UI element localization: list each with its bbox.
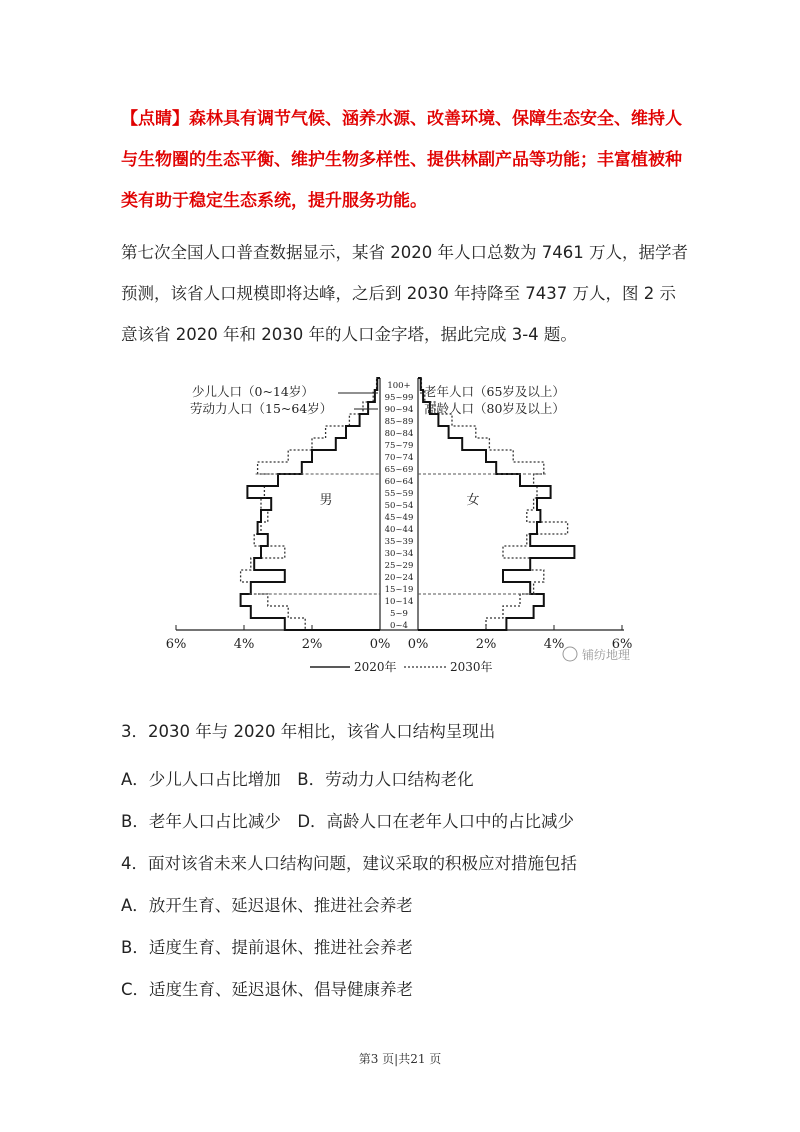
dianjing-text: 森林具有调节气候、涵养水源、改善环境、保障生态安全、维持人与生物圈的生态平衡、维护生物多样性、提供林副产品等功能；丰富植被种类有助于稳定生态系统，提升服务功能。 <box>121 109 682 211</box>
q4-stem: 4．面对该省未来人口结构问题，建议采取的积极应对措施包括 <box>121 854 577 873</box>
x-tick-label: 4% <box>543 637 565 652</box>
x-tick-label: 0% <box>369 637 391 652</box>
female-label: 女 <box>466 493 480 508</box>
x-tick-label: 4% <box>233 637 255 652</box>
annotation-elderly: 老年人口（65岁及以上） <box>424 384 565 399</box>
age-group-label: 10~14 <box>384 596 414 607</box>
annotation-children: 少儿人口（0~14岁） <box>192 384 314 399</box>
male-label: 男 <box>319 493 333 508</box>
age-group-label: 75~79 <box>384 440 414 451</box>
q3-options-row2: B．老年人口占比减少 D．高龄人口在老年人口中的占比减少 <box>121 812 575 831</box>
x-tick-label: 2% <box>301 637 323 652</box>
q3-stem: 3．2030 年与 2020 年相比，该省人口结构呈现出 <box>121 722 496 741</box>
page-footer: 第3 页|共21 页 <box>358 1052 442 1066</box>
age-group-label: 85~89 <box>384 416 414 427</box>
age-group-label: 5~9 <box>390 608 408 619</box>
annotation-very-elderly: 高龄人口（80岁及以上） <box>424 401 565 416</box>
age-group-label: 20~24 <box>384 572 414 583</box>
annotation-labor: 劳动力人口（15~64岁） <box>190 401 333 416</box>
x-tick-label: 6% <box>611 637 633 652</box>
age-group-label: 95~99 <box>384 392 414 403</box>
age-group-label: 65~69 <box>384 464 414 475</box>
legend-2030-label: 2030年 <box>450 660 493 674</box>
legend-2020-label: 2020年 <box>354 660 397 674</box>
age-group-label: 40~44 <box>384 524 414 535</box>
age-group-label: 100+ <box>387 380 411 391</box>
dianjing-label: 【点睛】 <box>121 109 189 129</box>
age-group-label: 60~64 <box>384 476 414 487</box>
age-group-label: 90~94 <box>384 404 414 415</box>
q4-option-c: C．适度生育、延迟退休、倡导健康养老 <box>121 980 414 999</box>
dianjing-paragraph <box>121 99 691 222</box>
age-group-label: 55~59 <box>384 488 414 499</box>
age-group-label: 30~34 <box>384 548 414 559</box>
q3-options-row1: A．少儿人口占比增加 B．劳动力人口结构老化 <box>121 770 474 789</box>
age-group-label: 35~39 <box>384 536 414 547</box>
age-group-label: 45~49 <box>384 512 414 523</box>
age-group-label: 50~54 <box>384 500 414 511</box>
population-pyramid-chart <box>0 368 800 698</box>
q4-option-a: A．放开生育、延迟退休、推进社会养老 <box>121 896 413 915</box>
watermark-logo-icon <box>563 647 577 661</box>
age-group-label: 15~19 <box>384 584 414 595</box>
age-group-label: 0~4 <box>390 620 408 631</box>
intro-paragraph: 第七次全国人口普查数据显示，某省 2020 年人口总数为 7461 万人，据学者预测，该省人口规模即将达峰，之后到 2030 年持降至 7437 万人，图 2 示意该省 2020 年和 2030 年的人口金字塔，据此完成 3-4 题。 <box>121 243 688 344</box>
age-group-label: 25~29 <box>384 560 414 571</box>
age-group-label: 80~84 <box>384 428 414 439</box>
age-group-label: 70~74 <box>384 452 414 463</box>
x-tick-label: 0% <box>407 637 429 652</box>
q4-option-b: B．适度生育、提前退休、推进社会养老 <box>121 938 413 957</box>
x-tick-label: 6% <box>165 637 187 652</box>
x-tick-label: 2% <box>475 637 497 652</box>
watermark-text: 铺纺地理 <box>582 648 631 662</box>
